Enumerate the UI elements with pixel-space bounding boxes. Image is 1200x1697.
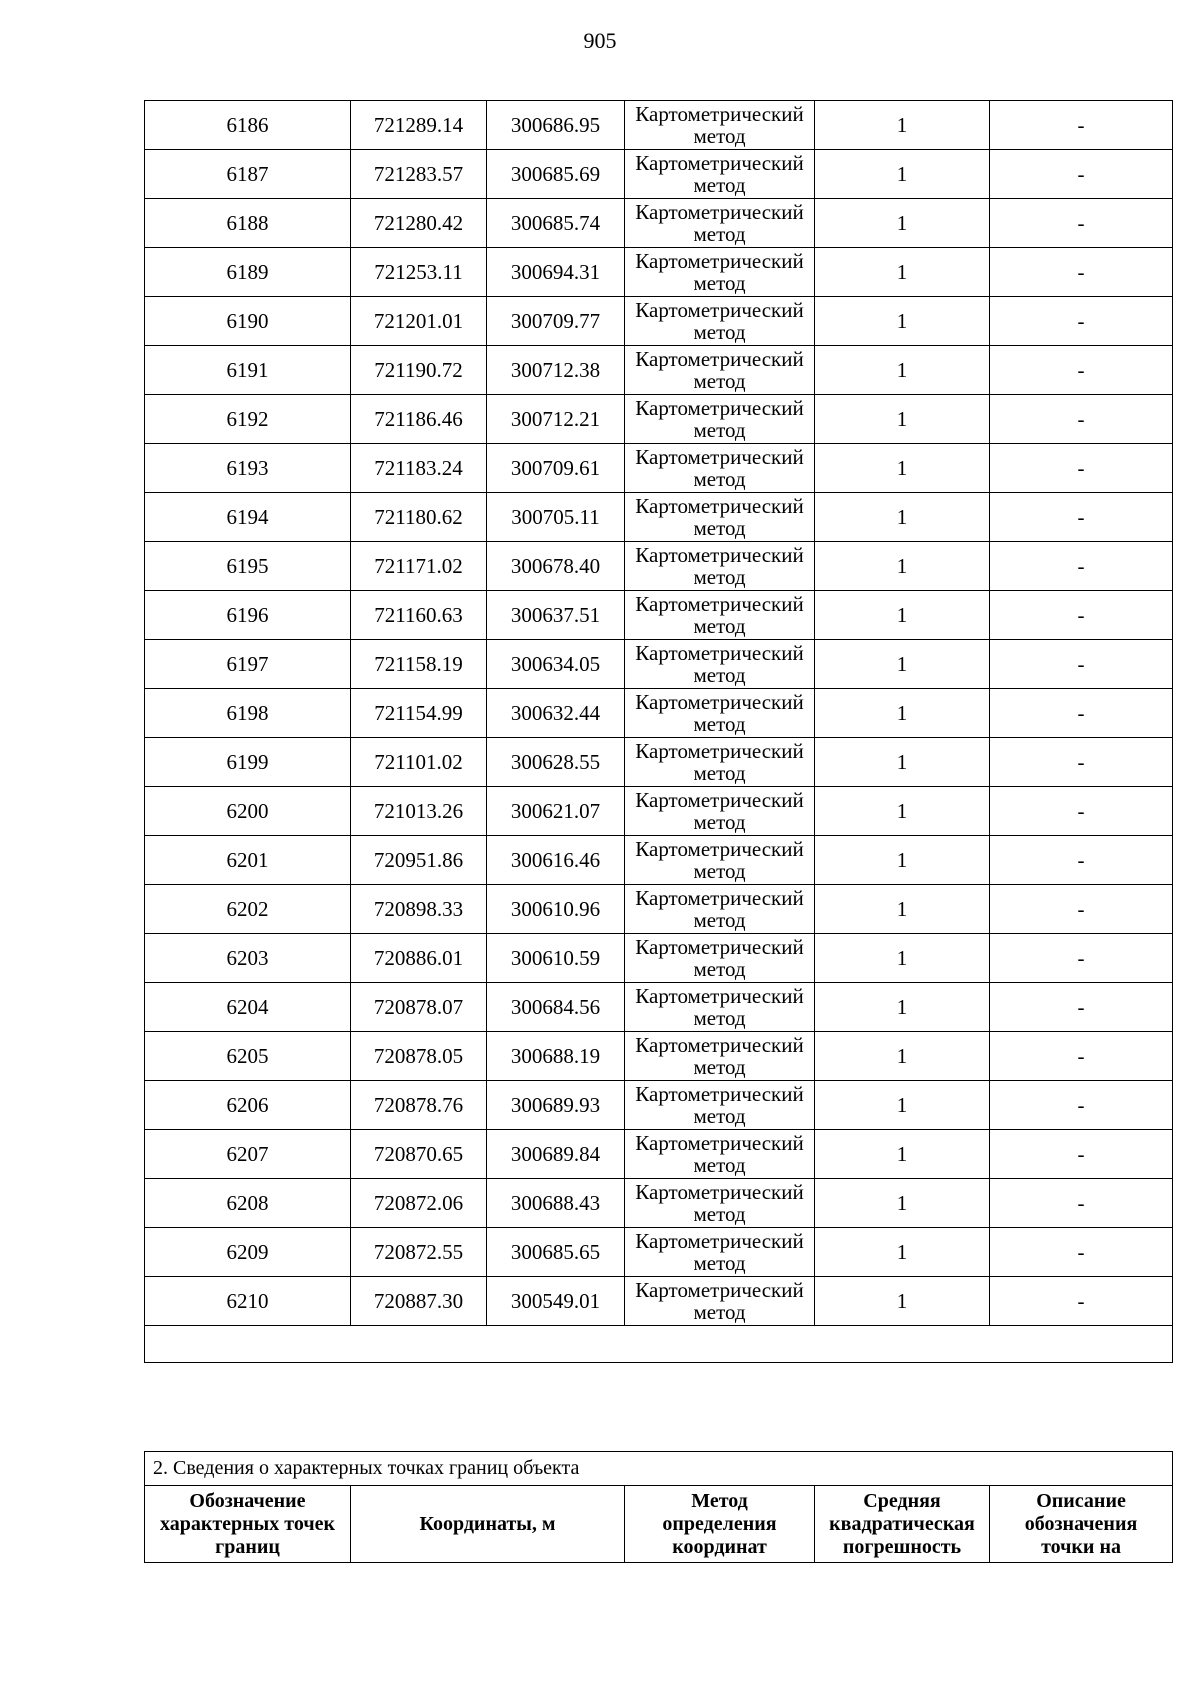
- description-cell: -: [990, 395, 1173, 444]
- method-line-1: Картометрический: [635, 837, 804, 861]
- method-line-2: метод: [693, 565, 746, 589]
- method-line-1: Картометрический: [635, 1229, 804, 1253]
- point-cell: 6201: [145, 836, 351, 885]
- table-row: [145, 1032, 1173, 1081]
- x-coordinate-cell: 721280.42: [351, 199, 487, 248]
- method-line-2: метод: [693, 1153, 746, 1177]
- section2-title: 2. Сведения о характерных точках границ объекта: [145, 1452, 1173, 1486]
- method-line-1: Картометрический: [635, 445, 804, 469]
- method-line-2: метод: [693, 1006, 746, 1030]
- x-coordinate-cell: 721160.63: [351, 591, 487, 640]
- table-row: [145, 493, 1173, 542]
- y-coordinate-cell: 300621.07: [487, 787, 625, 836]
- x-coordinate-cell: 721201.01: [351, 297, 487, 346]
- description-cell: -: [990, 1081, 1173, 1130]
- coordinates-table-body: [145, 101, 1173, 1326]
- header-desc-line1: Описание: [1036, 1489, 1126, 1512]
- mean-error-cell: 1: [815, 787, 990, 836]
- y-coordinate-cell: 300689.84: [487, 1130, 625, 1179]
- method-line-1: Картометрический: [635, 151, 804, 175]
- y-coordinate-cell: 300685.74: [487, 199, 625, 248]
- description-cell: -: [990, 1277, 1173, 1326]
- description-cell: -: [990, 640, 1173, 689]
- x-coordinate-cell: 720878.07: [351, 983, 487, 1032]
- mean-error-cell: 1: [815, 199, 990, 248]
- x-coordinate-cell: 721013.26: [351, 787, 487, 836]
- header-method-line3: координат: [672, 1535, 767, 1558]
- description-cell: -: [990, 934, 1173, 983]
- table-row: [145, 297, 1173, 346]
- table-row: [145, 1179, 1173, 1228]
- header-point-line1: Обозначение: [189, 1489, 306, 1512]
- method-cell: [625, 591, 815, 640]
- y-coordinate-cell: 300705.11: [487, 493, 625, 542]
- description-cell: -: [990, 1032, 1173, 1081]
- mean-error-cell: 1: [815, 885, 990, 934]
- y-coordinate-cell: 300686.95: [487, 101, 625, 150]
- y-coordinate-cell: 300685.65: [487, 1228, 625, 1277]
- header-mean-error: [815, 1486, 990, 1563]
- table-row: [145, 787, 1173, 836]
- method-line-1: Картометрический: [635, 592, 804, 616]
- method-cell: [625, 787, 815, 836]
- point-cell: 6196: [145, 591, 351, 640]
- method-line-2: метод: [693, 663, 746, 687]
- table-row: [145, 150, 1173, 199]
- y-coordinate-cell: 300610.59: [487, 934, 625, 983]
- y-coordinate-cell: 300616.46: [487, 836, 625, 885]
- point-cell: 6192: [145, 395, 351, 444]
- mean-error-cell: 1: [815, 444, 990, 493]
- method-line-1: Картометрический: [635, 690, 804, 714]
- x-coordinate-cell: 720898.33: [351, 885, 487, 934]
- description-cell: -: [990, 199, 1173, 248]
- description-cell: -: [990, 1130, 1173, 1179]
- method-line-2: метод: [693, 1202, 746, 1226]
- header-method-line1: Метод: [691, 1489, 748, 1512]
- method-cell: [625, 1032, 815, 1081]
- method-line-1: Картометрический: [635, 1180, 804, 1204]
- x-coordinate-cell: 721190.72: [351, 346, 487, 395]
- mean-error-cell: 1: [815, 150, 990, 199]
- header-method-line2: определения: [662, 1512, 777, 1535]
- mean-error-cell: 1: [815, 101, 990, 150]
- method-line-1: Картометрический: [635, 1033, 804, 1057]
- coordinates-table: [144, 100, 1173, 1363]
- method-cell: [625, 248, 815, 297]
- method-line-1: Картометрический: [635, 249, 804, 273]
- header-method: [625, 1486, 815, 1563]
- method-cell: [625, 1277, 815, 1326]
- mean-error-cell: 1: [815, 297, 990, 346]
- table-row: [145, 836, 1173, 885]
- mean-error-cell: 1: [815, 591, 990, 640]
- method-line-2: метод: [693, 712, 746, 736]
- method-line-1: Картометрический: [635, 543, 804, 567]
- x-coordinate-cell: 721289.14: [351, 101, 487, 150]
- header-error-line2: квадратическая: [829, 1512, 975, 1535]
- y-coordinate-cell: 300678.40: [487, 542, 625, 591]
- method-line-2: метод: [693, 761, 746, 785]
- description-cell: -: [990, 248, 1173, 297]
- method-line-1: Картометрический: [635, 1131, 804, 1155]
- method-line-1: Картометрический: [635, 886, 804, 910]
- section2-header-row: [145, 1486, 1173, 1563]
- method-cell: [625, 150, 815, 199]
- mean-error-cell: 1: [815, 493, 990, 542]
- method-line-2: метод: [693, 222, 746, 246]
- point-cell: 6205: [145, 1032, 351, 1081]
- y-coordinate-cell: 300684.56: [487, 983, 625, 1032]
- y-coordinate-cell: 300688.19: [487, 1032, 625, 1081]
- table-row: [145, 395, 1173, 444]
- y-coordinate-cell: 300688.43: [487, 1179, 625, 1228]
- table-row: [145, 542, 1173, 591]
- mean-error-cell: 1: [815, 983, 990, 1032]
- table-row: [145, 444, 1173, 493]
- description-cell: -: [990, 885, 1173, 934]
- method-line-1: Картометрический: [635, 347, 804, 371]
- header-point-line2: характерных точек: [159, 1512, 336, 1535]
- method-line-1: Картометрический: [635, 396, 804, 420]
- x-coordinate-cell: 720951.86: [351, 836, 487, 885]
- method-line-2: метод: [693, 810, 746, 834]
- x-coordinate-cell: 720886.01: [351, 934, 487, 983]
- point-cell: 6189: [145, 248, 351, 297]
- method-line-2: метод: [693, 418, 746, 442]
- section2-table: [144, 1451, 1173, 1563]
- description-cell: -: [990, 738, 1173, 787]
- method-cell: [625, 1179, 815, 1228]
- method-cell: [625, 689, 815, 738]
- method-line-1: Картометрический: [635, 984, 804, 1008]
- x-coordinate-cell: 721101.02: [351, 738, 487, 787]
- method-cell: [625, 885, 815, 934]
- method-cell: [625, 640, 815, 689]
- table-row: [145, 640, 1173, 689]
- point-cell: 6199: [145, 738, 351, 787]
- description-cell: -: [990, 689, 1173, 738]
- table-row: [145, 1228, 1173, 1277]
- header-description: [990, 1486, 1173, 1563]
- description-cell: -: [990, 1179, 1173, 1228]
- mean-error-cell: 1: [815, 689, 990, 738]
- method-line-2: метод: [693, 1104, 746, 1128]
- table-row: [145, 1130, 1173, 1179]
- x-coordinate-cell: 721283.57: [351, 150, 487, 199]
- table-row: [145, 1277, 1173, 1326]
- point-cell: 6186: [145, 101, 351, 150]
- y-coordinate-cell: 300709.61: [487, 444, 625, 493]
- description-cell: -: [990, 1228, 1173, 1277]
- y-coordinate-cell: 300694.31: [487, 248, 625, 297]
- method-line-1: Картометрический: [635, 200, 804, 224]
- description-cell: -: [990, 346, 1173, 395]
- point-cell: 6187: [145, 150, 351, 199]
- table-row: [145, 934, 1173, 983]
- point-cell: 6191: [145, 346, 351, 395]
- mean-error-cell: 1: [815, 542, 990, 591]
- method-line-2: метод: [693, 1251, 746, 1275]
- method-line-1: Картометрический: [635, 102, 804, 126]
- method-line-2: метод: [693, 369, 746, 393]
- header-desc-line3: точки на: [1041, 1535, 1121, 1558]
- description-cell: -: [990, 150, 1173, 199]
- mean-error-cell: 1: [815, 346, 990, 395]
- header-desc-line2: обозначения: [1024, 1512, 1138, 1535]
- x-coordinate-cell: 721171.02: [351, 542, 487, 591]
- method-cell: [625, 1130, 815, 1179]
- method-cell: [625, 983, 815, 1032]
- mean-error-cell: 1: [815, 1130, 990, 1179]
- method-cell: [625, 346, 815, 395]
- method-cell: [625, 199, 815, 248]
- x-coordinate-cell: 721154.99: [351, 689, 487, 738]
- method-line-1: Картометрический: [635, 298, 804, 322]
- mean-error-cell: 1: [815, 738, 990, 787]
- method-line-1: Картометрический: [635, 641, 804, 665]
- method-cell: [625, 297, 815, 346]
- point-cell: 6194: [145, 493, 351, 542]
- method-cell: [625, 444, 815, 493]
- x-coordinate-cell: 720887.30: [351, 1277, 487, 1326]
- empty-cell: [145, 1326, 1173, 1363]
- header-point-line3: границ: [215, 1535, 280, 1558]
- y-coordinate-cell: 300610.96: [487, 885, 625, 934]
- table-row: [145, 591, 1173, 640]
- mean-error-cell: 1: [815, 1228, 990, 1277]
- method-line-1: Картометрический: [635, 1278, 804, 1302]
- header-coordinates: Координаты, м: [351, 1486, 625, 1563]
- y-coordinate-cell: 300634.05: [487, 640, 625, 689]
- method-line-1: Картометрический: [635, 935, 804, 959]
- y-coordinate-cell: 300709.77: [487, 297, 625, 346]
- point-cell: 6204: [145, 983, 351, 1032]
- point-cell: 6193: [145, 444, 351, 493]
- x-coordinate-cell: 721183.24: [351, 444, 487, 493]
- point-cell: 6207: [145, 1130, 351, 1179]
- y-coordinate-cell: 300549.01: [487, 1277, 625, 1326]
- method-line-2: метод: [693, 467, 746, 491]
- description-cell: -: [990, 101, 1173, 150]
- method-line-2: метод: [693, 271, 746, 295]
- table-row: [145, 983, 1173, 1032]
- description-cell: -: [990, 297, 1173, 346]
- method-cell: [625, 738, 815, 787]
- point-cell: 6203: [145, 934, 351, 983]
- description-cell: -: [990, 836, 1173, 885]
- header-error-line1: Средняя: [863, 1489, 941, 1512]
- method-line-1: Картометрический: [635, 1082, 804, 1106]
- y-coordinate-cell: 300712.38: [487, 346, 625, 395]
- table-row: [145, 1081, 1173, 1130]
- y-coordinate-cell: 300685.69: [487, 150, 625, 199]
- x-coordinate-cell: 720870.65: [351, 1130, 487, 1179]
- description-cell: -: [990, 493, 1173, 542]
- method-cell: [625, 1081, 815, 1130]
- y-coordinate-cell: 300637.51: [487, 591, 625, 640]
- mean-error-cell: 1: [815, 1277, 990, 1326]
- method-line-2: метод: [693, 320, 746, 344]
- method-line-1: Картометрический: [635, 494, 804, 518]
- method-line-2: метод: [693, 957, 746, 981]
- x-coordinate-cell: 721253.11: [351, 248, 487, 297]
- method-line-2: метод: [693, 1055, 746, 1079]
- point-cell: 6210: [145, 1277, 351, 1326]
- x-coordinate-cell: 720872.06: [351, 1179, 487, 1228]
- x-coordinate-cell: 720878.76: [351, 1081, 487, 1130]
- point-cell: 6197: [145, 640, 351, 689]
- method-line-2: метод: [693, 908, 746, 932]
- method-line-1: Картометрический: [635, 739, 804, 763]
- method-line-2: метод: [693, 1300, 746, 1324]
- method-cell: [625, 836, 815, 885]
- mean-error-cell: 1: [815, 836, 990, 885]
- method-cell: [625, 395, 815, 444]
- method-cell: [625, 934, 815, 983]
- y-coordinate-cell: 300712.21: [487, 395, 625, 444]
- x-coordinate-cell: 720872.55: [351, 1228, 487, 1277]
- x-coordinate-cell: 721180.62: [351, 493, 487, 542]
- mean-error-cell: 1: [815, 395, 990, 444]
- x-coordinate-cell: 721158.19: [351, 640, 487, 689]
- description-cell: -: [990, 787, 1173, 836]
- table-row: [145, 346, 1173, 395]
- table-row: [145, 885, 1173, 934]
- method-line-2: метод: [693, 859, 746, 883]
- method-cell: [625, 542, 815, 591]
- description-cell: -: [990, 444, 1173, 493]
- method-cell: [625, 101, 815, 150]
- table-row: [145, 738, 1173, 787]
- method-cell: [625, 1228, 815, 1277]
- point-cell: 6208: [145, 1179, 351, 1228]
- point-cell: 6188: [145, 199, 351, 248]
- mean-error-cell: 1: [815, 934, 990, 983]
- description-cell: -: [990, 983, 1173, 1032]
- header-error-line3: погрешность: [842, 1535, 962, 1558]
- method-line-2: метод: [693, 516, 746, 540]
- y-coordinate-cell: 300628.55: [487, 738, 625, 787]
- table-row: [145, 689, 1173, 738]
- y-coordinate-cell: 300632.44: [487, 689, 625, 738]
- y-coordinate-cell: 300689.93: [487, 1081, 625, 1130]
- point-cell: 6198: [145, 689, 351, 738]
- header-point-designation: [145, 1486, 351, 1563]
- point-cell: 6206: [145, 1081, 351, 1130]
- page-number: 905: [583, 28, 617, 53]
- method-line-2: метод: [693, 124, 746, 148]
- description-cell: -: [990, 542, 1173, 591]
- point-cell: 6195: [145, 542, 351, 591]
- method-cell: [625, 493, 815, 542]
- x-coordinate-cell: 720878.05: [351, 1032, 487, 1081]
- description-cell: -: [990, 591, 1173, 640]
- table-empty-row: [145, 1326, 1173, 1363]
- table-row: [145, 199, 1173, 248]
- mean-error-cell: 1: [815, 1032, 990, 1081]
- mean-error-cell: 1: [815, 1179, 990, 1228]
- table-row: [145, 101, 1173, 150]
- table-row: [145, 248, 1173, 297]
- method-line-2: метод: [693, 173, 746, 197]
- mean-error-cell: 1: [815, 248, 990, 297]
- point-cell: 6190: [145, 297, 351, 346]
- x-coordinate-cell: 721186.46: [351, 395, 487, 444]
- method-line-1: Картометрический: [635, 788, 804, 812]
- section2-title-row: [145, 1452, 1173, 1486]
- method-line-2: метод: [693, 614, 746, 638]
- mean-error-cell: 1: [815, 1081, 990, 1130]
- point-cell: 6209: [145, 1228, 351, 1277]
- point-cell: 6200: [145, 787, 351, 836]
- point-cell: 6202: [145, 885, 351, 934]
- mean-error-cell: 1: [815, 640, 990, 689]
